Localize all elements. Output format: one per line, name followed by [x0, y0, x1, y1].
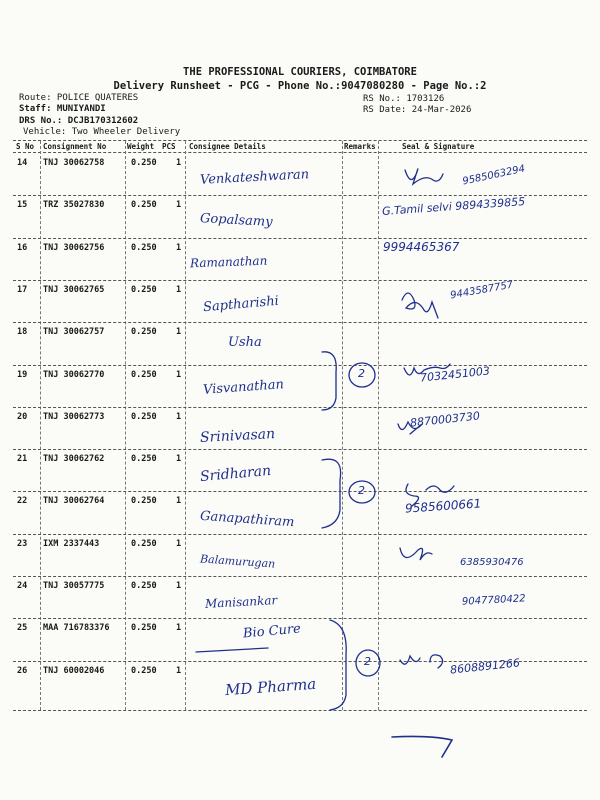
consignee-handwriting: Visvanathan	[202, 377, 285, 398]
remarks-mark: 2	[358, 367, 365, 380]
cell-consignment: TRZ 35027830	[43, 200, 105, 210]
cell-pcs: 1	[176, 200, 182, 210]
staff-label: Staff: MUNIYANDI	[19, 104, 106, 114]
cell-weight: 0.250	[131, 581, 157, 591]
cell-sno: 26	[17, 666, 28, 676]
drs-number: DRS No.: DCJB170312602	[19, 116, 139, 126]
cell-pcs: 1	[176, 666, 182, 676]
signature-phone: 9994465367	[383, 240, 460, 254]
consignee-handwriting: Usha	[228, 335, 262, 350]
signature-scribble	[400, 655, 443, 668]
col-header-seal: Seal & Signature	[402, 142, 475, 151]
bottom-tick-mark	[392, 736, 452, 757]
cell-sno: 22	[17, 496, 28, 506]
signature-phone: 9443587757	[449, 279, 515, 302]
consignee-handwriting: Ramanathan	[189, 253, 268, 271]
bracket-mark	[322, 352, 336, 410]
cell-sno: 19	[17, 370, 28, 380]
cell-consignment: TNJ 30062773	[43, 412, 105, 422]
consignee-handwriting: MD Pharma	[224, 674, 317, 700]
col-header-sno: S No	[16, 142, 35, 151]
signature-scribble	[402, 293, 438, 318]
cell-consignment: TNJ 30062762	[43, 454, 105, 464]
signature-phone: G.Tamil selvi 9894339855	[381, 195, 526, 218]
cell-pcs: 1	[176, 623, 182, 633]
vehicle-label: Vehicle: Two Wheeler Delivery	[23, 127, 181, 137]
cell-pcs: 1	[176, 581, 182, 591]
cell-sno: 17	[17, 285, 28, 295]
remarks-mark: 2	[358, 484, 365, 497]
consignee-handwriting: Gopalsamy	[199, 211, 273, 230]
cell-weight: 0.250	[131, 539, 157, 549]
cell-sno: 16	[17, 243, 28, 253]
signature-phone: 6385930476	[460, 557, 524, 568]
cell-sno: 14	[17, 158, 28, 168]
cell-weight: 0.250	[131, 285, 157, 295]
route-label: Route: POLICE QUATERES	[19, 93, 139, 103]
cell-weight: 0.250	[131, 243, 157, 253]
cell-consignment: TNJ 30062756	[43, 243, 105, 253]
cell-sno: 21	[17, 454, 28, 464]
cell-weight: 0.250	[131, 327, 157, 337]
cell-sno: 15	[17, 200, 28, 210]
signature-phone: 9585063294	[461, 163, 527, 188]
cell-pcs: 1	[176, 454, 182, 464]
signature-scribble	[405, 169, 443, 184]
cell-pcs: 1	[176, 243, 182, 253]
cell-weight: 0.250	[131, 370, 157, 380]
company-title: THE PROFESSIONAL COURIERS, COIMBATORE	[183, 66, 417, 78]
cell-consignment: TNJ 30062758	[43, 158, 105, 168]
cell-consignment: TNJ 30062757	[43, 327, 105, 337]
runsheet-subtitle: Delivery Runsheet - PCG - Phone No.:9047080280 - Page No.:2	[113, 80, 487, 92]
signature-scribble	[400, 548, 432, 560]
consignee-handwriting: Balamurugan	[199, 552, 276, 571]
cell-weight: 0.250	[131, 666, 157, 676]
cell-pcs: 1	[176, 327, 182, 337]
cell-weight: 0.250	[131, 454, 157, 464]
cell-weight: 0.250	[131, 200, 157, 210]
cell-weight: 0.250	[131, 158, 157, 168]
consignee-handwriting: Saptharishi	[202, 293, 280, 316]
cell-sno: 25	[17, 623, 28, 633]
bracket-mark	[322, 459, 341, 528]
cell-consignment: TNJ 60002046	[43, 666, 105, 676]
strikeout-mark	[196, 648, 268, 652]
rs-number: RS No.: 1703126	[363, 94, 445, 104]
cell-weight: 0.250	[131, 412, 157, 422]
col-header-remarks: Remarks	[344, 142, 376, 151]
cell-pcs: 1	[176, 496, 182, 506]
col-header-consignee: Consignee Details	[189, 142, 266, 151]
cell-consignment: TNJ 30062770	[43, 370, 105, 380]
consignee-handwriting: Venkateshwaran	[199, 167, 310, 188]
consignee-handwriting: Srinivasan	[199, 426, 276, 446]
cell-consignment: MAA 716783376	[43, 623, 110, 633]
cell-pcs: 1	[176, 370, 182, 380]
cell-sno: 18	[17, 327, 28, 337]
cell-pcs: 1	[176, 412, 182, 422]
bracket-mark	[330, 620, 346, 710]
consignee-handwriting: Bio Cure	[242, 621, 302, 642]
cell-sno: 20	[17, 412, 28, 422]
cell-sno: 23	[17, 539, 28, 549]
signature-phone: 9047780422	[461, 593, 526, 608]
cell-pcs: 1	[176, 539, 182, 549]
cell-consignment: TNJ 30062765	[43, 285, 105, 295]
signature-phone: 8608891266	[449, 656, 521, 677]
remarks-mark: 2	[364, 655, 371, 668]
signature-phone: 7032451003	[419, 364, 491, 385]
cell-consignment: TNJ 30057775	[43, 581, 105, 591]
cell-weight: 0.250	[131, 623, 157, 633]
signature-phone: 8870003730	[409, 409, 481, 430]
consignee-handwriting: Manisankar	[204, 593, 278, 611]
signature-phone: 9585600661	[404, 496, 482, 516]
cell-sno: 24	[17, 581, 28, 591]
cell-pcs: 1	[176, 285, 182, 295]
consignee-handwriting: Ganapathiram	[199, 508, 295, 531]
cell-consignment: TNJ 30062764	[43, 496, 105, 506]
cell-pcs: 1	[176, 158, 182, 168]
col-header-consignment: Consignment No	[43, 142, 107, 151]
col-header-pcs: PCS	[162, 142, 176, 151]
rs-date: RS Date: 24-Mar-2026	[363, 105, 472, 115]
cell-consignment: IXM 2337443	[43, 539, 100, 549]
col-header-weight: Weight	[127, 142, 155, 151]
consignee-handwriting: Sridharan	[199, 462, 272, 486]
cell-weight: 0.250	[131, 496, 157, 506]
